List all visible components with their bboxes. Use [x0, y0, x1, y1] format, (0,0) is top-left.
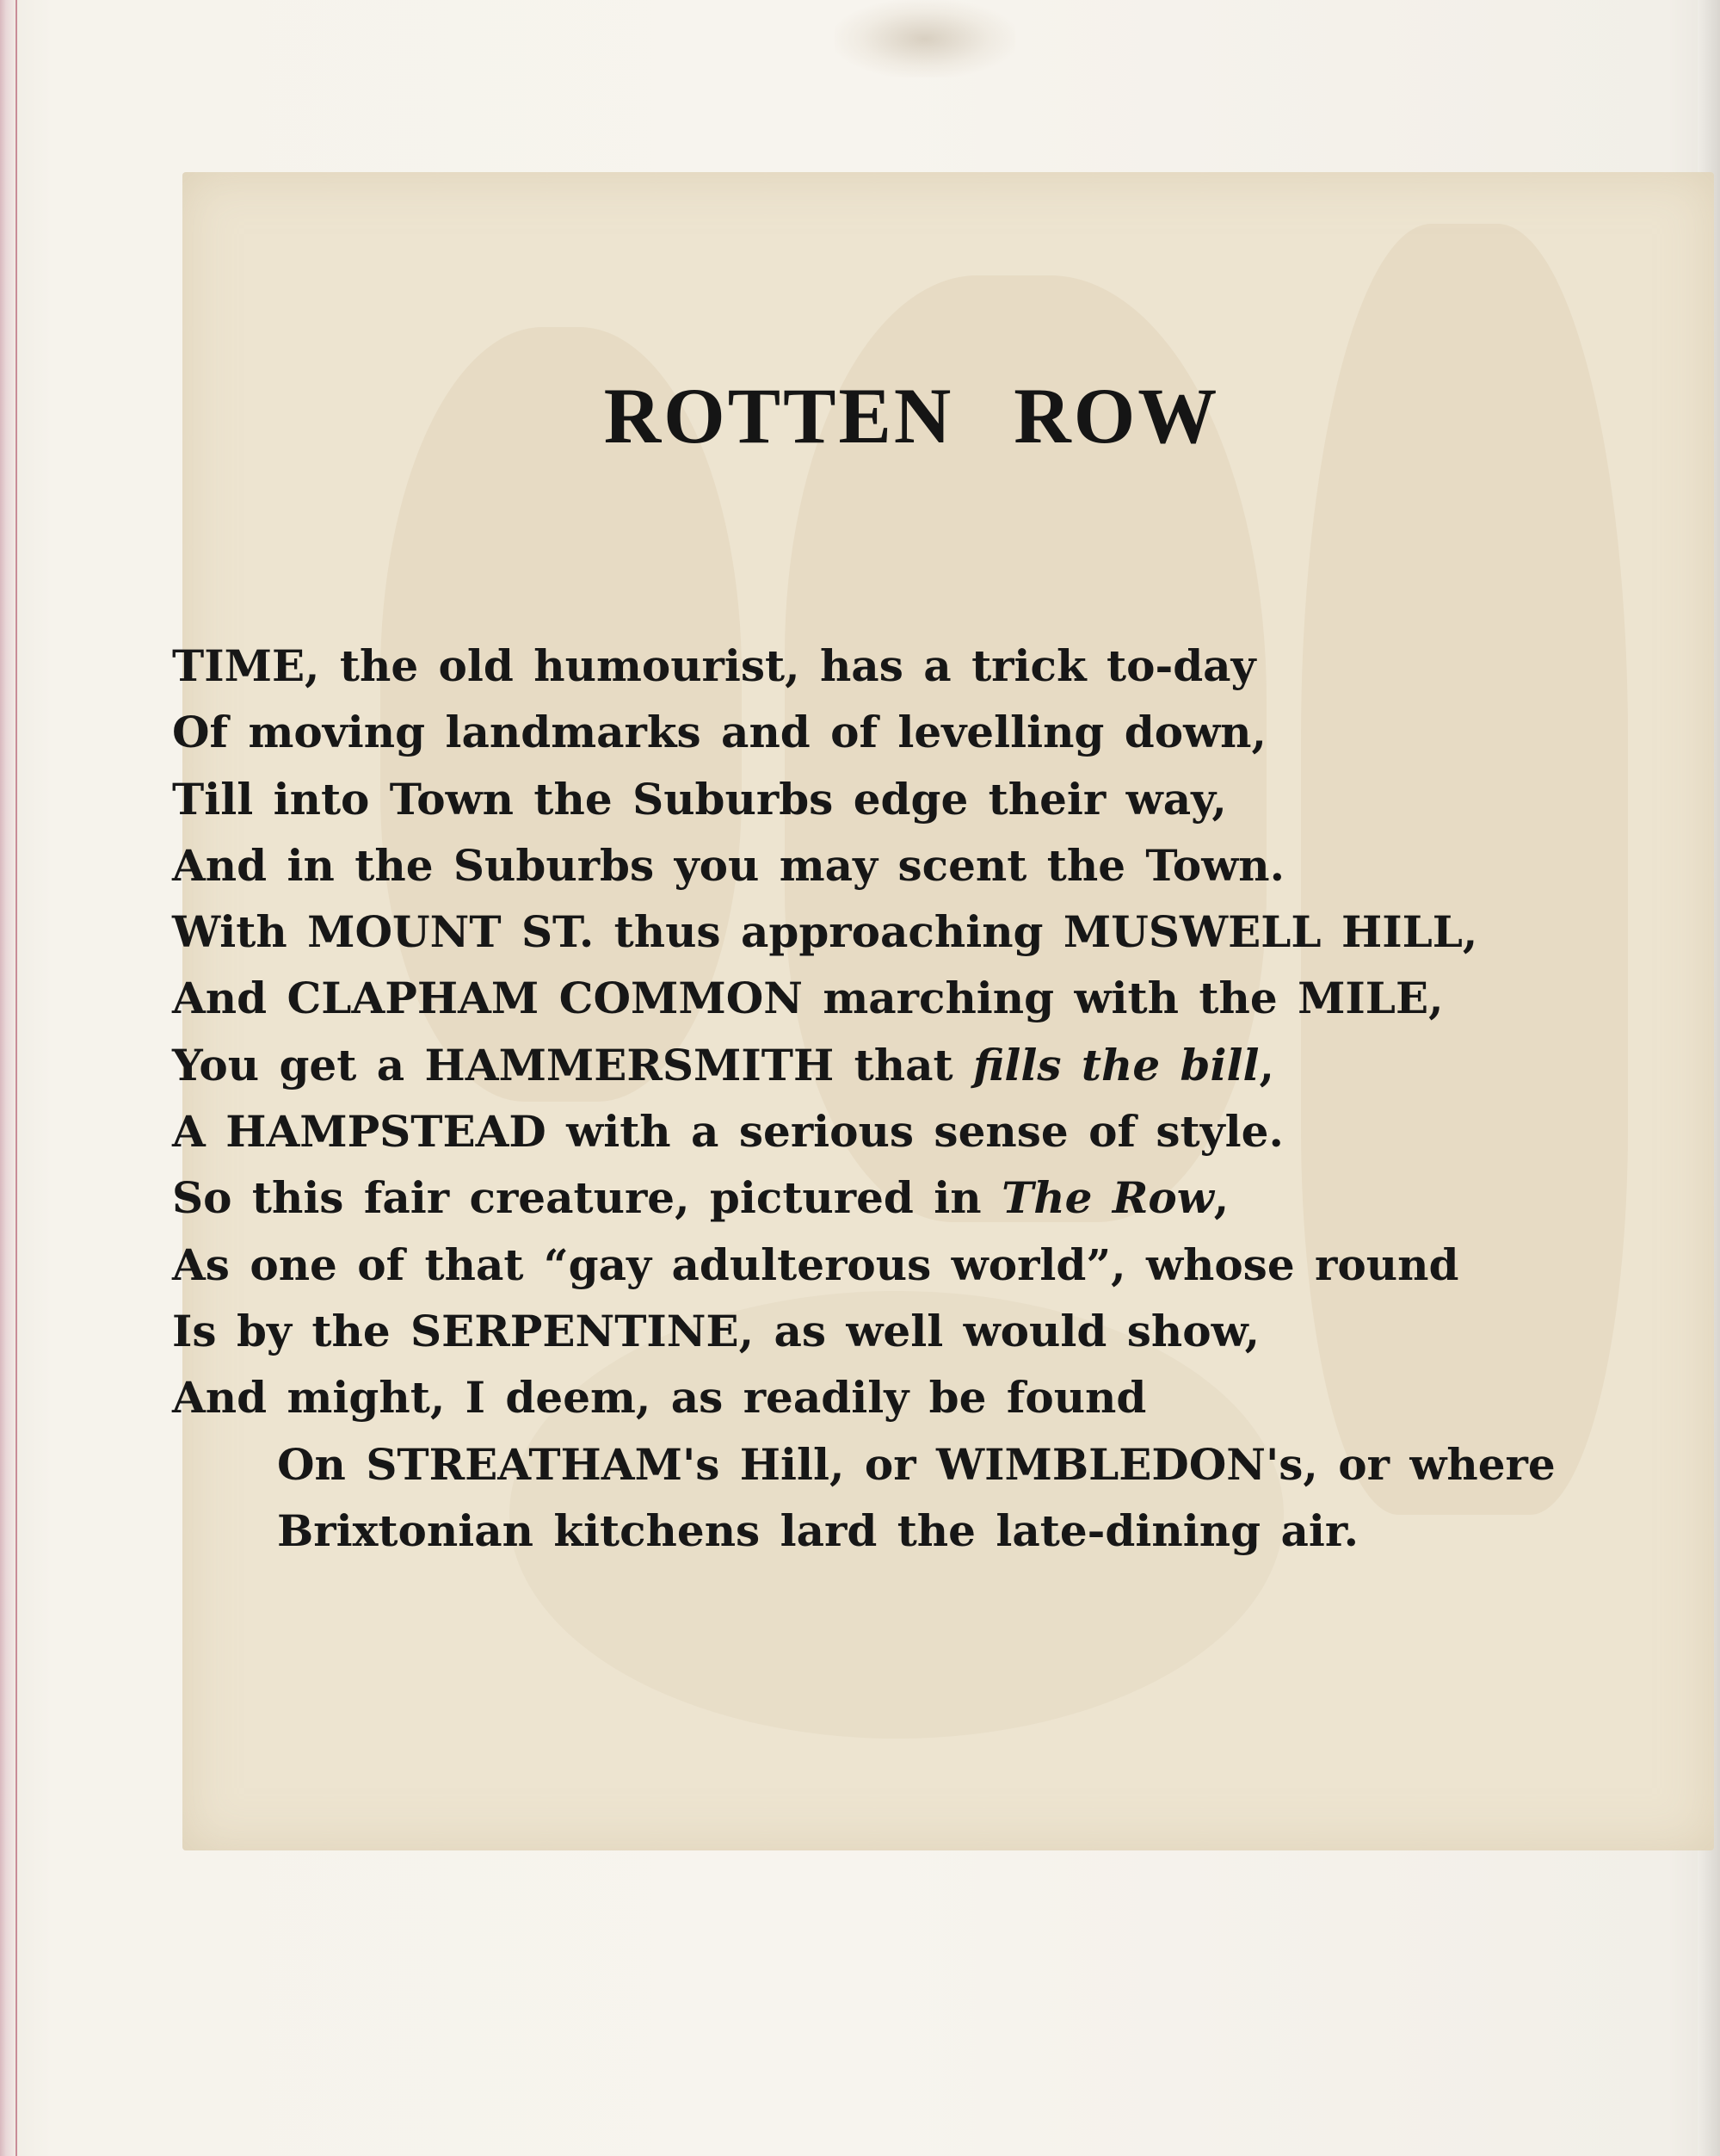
poem-line — [172, 1032, 1686, 1098]
poem-line: Till into Town the Suburbs edge their way, — [172, 773, 1227, 825]
binding-edge — [0, 0, 17, 2156]
poem-line: A HAMPSTEAD with a serious sense of style. — [172, 1106, 1284, 1158]
poem-line: TIME, the old humourist, has a trick to-day — [172, 640, 1256, 691]
poem-line: On STREATHAM's Hill, or WIMBLEDON's, or where — [277, 1438, 1556, 1490]
poem-line-text: You get a HAMMERSMITH that — [172, 1039, 973, 1090]
poem-line: Is by the SERPENTINE, as well would show, — [172, 1305, 1260, 1356]
poem-line-text: So this fair creature, pictured in — [172, 1172, 1002, 1224]
poem-line: As one of that “gay adulterous world”, whose round — [172, 1239, 1459, 1290]
poem-body — [172, 633, 1686, 1564]
poem-line: Of moving landmarks and of levelling down, — [172, 707, 1267, 758]
poem-line: And in the Suburbs you may scent the Town. — [172, 839, 1285, 891]
poem-line: And CLAPHAM COMMON marching with the MILE, — [172, 973, 1444, 1024]
poem-title: ROTTEN ROW — [603, 372, 1220, 460]
poem-line: Brixtonian kitchens lard the late-dining air. — [277, 1504, 1359, 1556]
poem-italic-text: The Row — [1002, 1172, 1214, 1224]
poem-line: With MOUNT ST. thus approaching MUSWELL HILL, — [172, 906, 1478, 958]
poem-line-punctuation: , — [1213, 1172, 1230, 1224]
poem-italic-text: fills the bill — [972, 1039, 1260, 1090]
poem-line-punctuation: , — [1259, 1039, 1274, 1090]
paper-stain — [835, 0, 1015, 77]
poem-line: And might, I deem, as readily be found — [172, 1372, 1147, 1424]
poem-line — [172, 1164, 1686, 1231]
